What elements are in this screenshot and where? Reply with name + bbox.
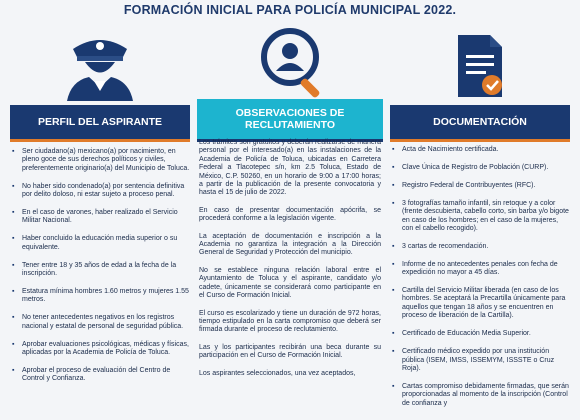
observaciones-heading-label: OBSERVACIONES DE RECLUTAMIENTO [235, 107, 345, 131]
perfil-list [12, 148, 190, 393]
observaciones-paragraph: Los trámites son gratuitos y deberán realizarse de manera personal por el interesado(a) en las instalaciones de la Academia de Policía de Toluca, ubicadas en Carretera Federal a Tlacotepec s/n, km 2.5 Toluca, Estado de México, C.P. 50260, en un horario de 9:00 a 17:00 horas; a partir de la publicación de la presente convocatoria y hasta el 15 de julio de 2022. [199, 139, 381, 197]
observaciones-paragraph: Los aspirantes seleccionados, una vez aceptados, [199, 369, 356, 377]
documentacion-item: ▪ Certificado de Educación Media Superior. [392, 330, 570, 338]
perfil-item: ▪ Ser ciudadano(a) mexicano(a) por nacimiento, en pleno goce de sus derechos políticos y civiles, preferentemente originario(a) del Municipio de Toluca. [12, 148, 190, 173]
perfil-item: ▪ Tener entre 18 y 35 años de edad a la fecha de la inscripción. [12, 262, 190, 279]
observaciones-heading [197, 99, 383, 142]
documentacion-item: ▪ Cartas compromiso debidamente firmadas, que serán proporcionadas al momento de la inscripción (Control de confianza y [392, 383, 570, 408]
perfil-item: ▪ Aprobar evaluaciones psicológicas, médicas y físicas, aplicadas por la Academia de Policía de Toluca. [12, 341, 190, 358]
documentacion-item: ▪ 3 cartas de recomendación. [392, 243, 570, 251]
perfil-item: ▪ Estatura mínima hombres 1.60 metros y mujeres 1.55 metros. [12, 288, 190, 305]
perfil-item: ▪ Aprobar el proceso de evaluación del Centro de Control y Confianza. [12, 367, 190, 384]
documentacion-item: ▪ Acta de Nacimiento certificada. [392, 146, 570, 154]
perfil-heading [10, 105, 190, 142]
page-title: FORMACIÓN INICIAL PARA POLICÍA MUNICIPAL 2022. [123, 3, 457, 17]
police-officer-icon [55, 30, 145, 102]
documentacion-item: ▪ Informe de no antecedentes penales con fecha de expedición no mayor a 45 días. [392, 261, 570, 278]
observaciones-paragraph: La aceptación de documentación e inscripción a la Academia no garantiza la integración a la Dirección General de Seguridad y Protección del municipio. [199, 232, 381, 257]
perfil-item: ▪ No tener antecedentes negativos en los registros nacional y estatal de personal de seguridad pública. [12, 314, 190, 331]
documentacion-item: ▪ Certificado médico expedido por una institución pública (ISEM, IMSS, ISSEMYM, ISSSTE o Cruz Roja). [392, 348, 570, 373]
documentacion-item: ▪ Clave Única de Registro de Población (CURP). [392, 164, 570, 172]
documentacion-list [392, 146, 570, 418]
perfil-item: ▪ En el caso de varones, haber realizado el Servicio Militar Nacional. [12, 209, 190, 226]
document-check-icon [440, 30, 520, 102]
perfil-item: ▪ No haber sido condenado(a) por sentencia definitiva por delito doloso, ni estar sujeto a proceso penal. [12, 183, 190, 200]
documentacion-heading-label: DOCUMENTACIÓN [433, 116, 527, 128]
magnifier-user-icon [240, 24, 340, 102]
observaciones-text [199, 139, 381, 387]
documentacion-item: ▪ Cartilla del Servicio Militar liberada (en caso de los hombres. Se aceptará la Precartilla únicamente para aquellos que tengan 18 años y se encuentren en proceso de liberación de la Cartilla). [392, 287, 570, 321]
perfil-heading-label: PERFIL DEL ASPIRANTE [37, 116, 163, 128]
observaciones-paragraph: Las y los participantes recibirán una beca durante su participación en el Curso de Formación Inicial. [199, 343, 381, 360]
observaciones-paragraph: El curso es escolarizado y tiene un duración de 972 horas, tiempo estipulado en la carta compromiso que deberá ser firmada durante el proceso de reclutamiento. [199, 309, 381, 334]
observaciones-paragraph: No se establece ninguna relación laboral entre el Ayuntamiento de Toluca y el aspirante, candidato y/o cadete, únicamente se considerará como participante en el Curso de Formación Inicial. [199, 266, 381, 300]
documentacion-heading [390, 105, 570, 142]
observaciones-paragraph: En caso de presentar documentación apócrifa, se procederá conforme a la legislación vigente. [199, 206, 381, 223]
documentacion-item: ▪ Registro Federal de Contribuyentes (RFC). [392, 182, 570, 190]
perfil-item: ▪ Haber concluido la educación media superior o su equivalente. [12, 235, 190, 252]
documentacion-item: ▪ 3 fotografías tamaño infantil, sin retoque y a color (frente descubierta, cabello corto, sin barba y/o bigote en caso de los hombres; en el caso de la mujeres, con el cabello recogido). [392, 200, 570, 234]
